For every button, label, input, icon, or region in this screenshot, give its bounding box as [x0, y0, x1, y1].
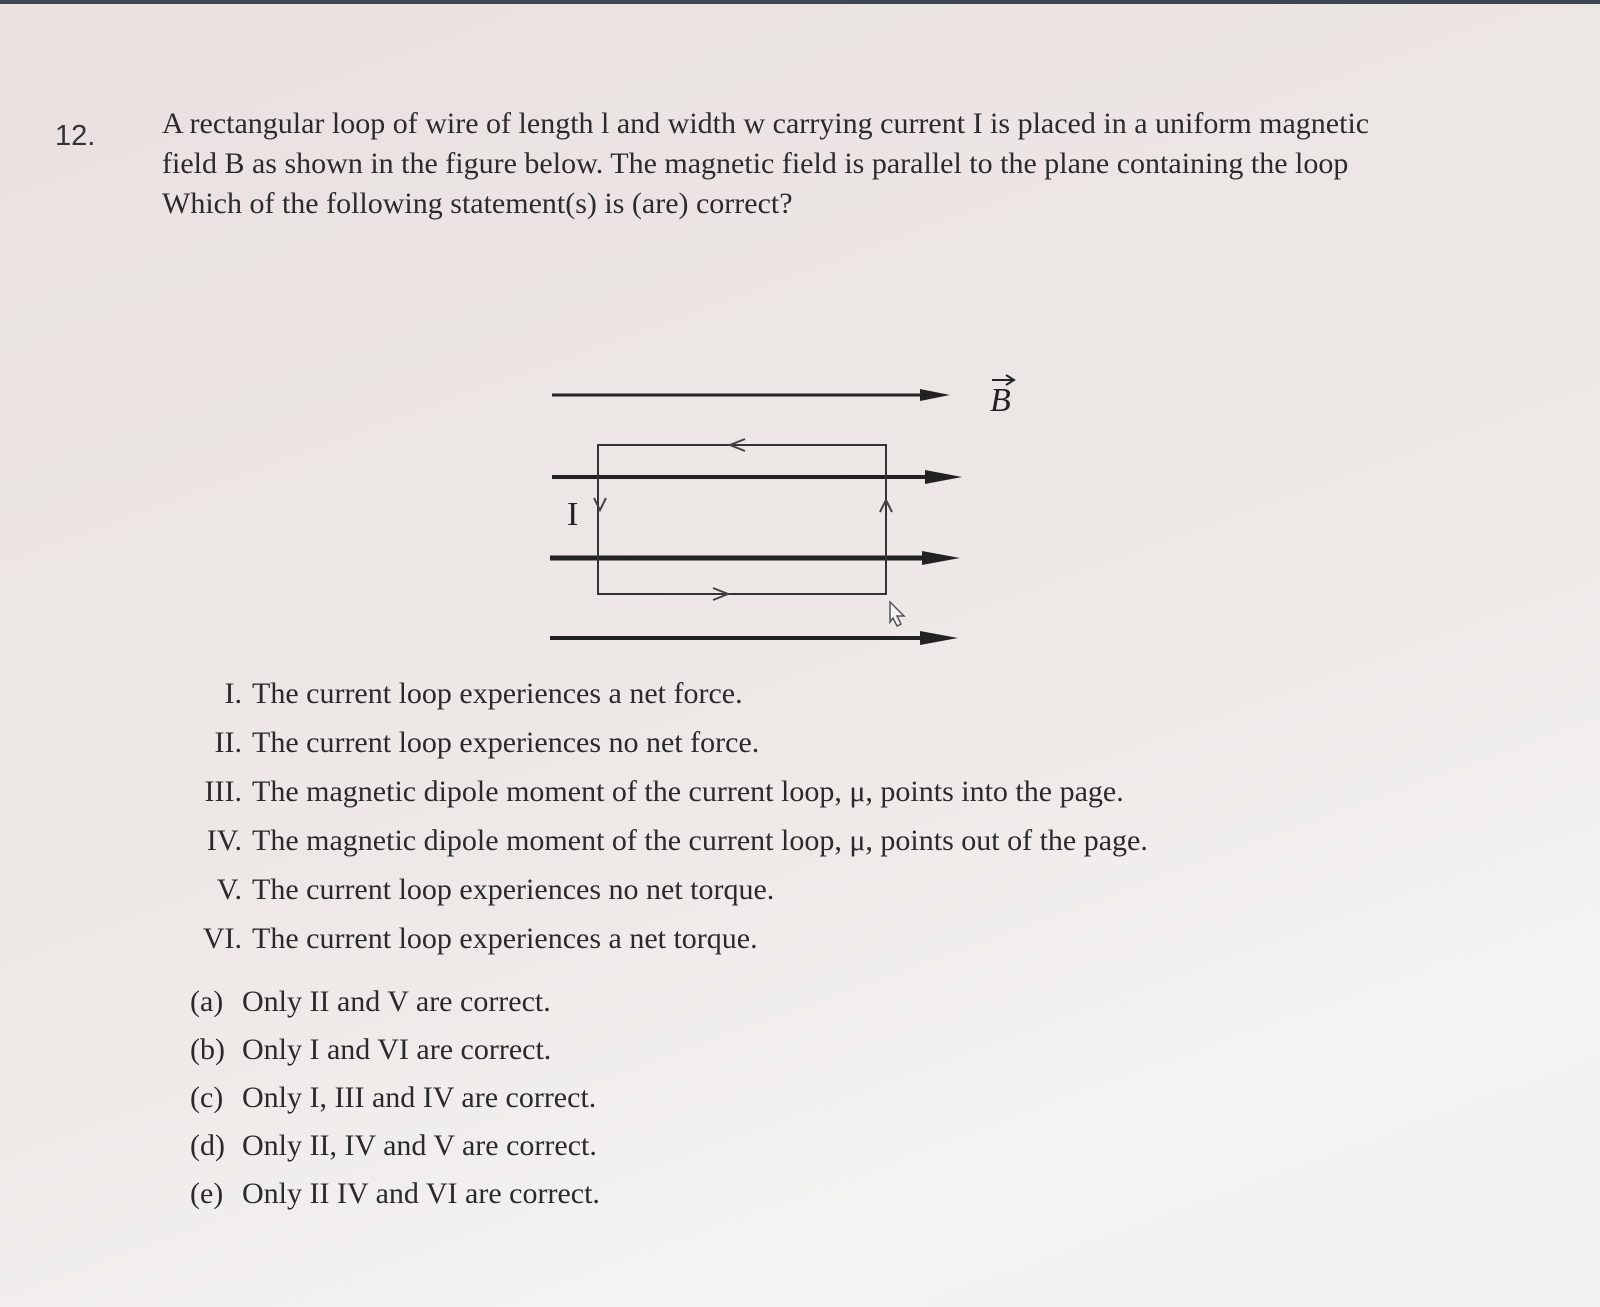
current-arrow-left	[594, 498, 606, 510]
option-label: (d)	[190, 1129, 225, 1162]
option-text: Only I and VI are correct.	[242, 1033, 552, 1066]
stem-line: field B as shown in the figure below. The magnetic field is parallel to the plane containing the loop	[162, 147, 1349, 180]
mouse-cursor-icon	[890, 602, 904, 626]
statement-item	[150, 721, 1350, 770]
statement-item	[150, 868, 1350, 917]
statement-text: The magnetic dipole moment of the current loop, μ, points out of the page.	[252, 824, 1148, 857]
statement-number: IV.	[206, 824, 242, 857]
field-line-3	[550, 551, 960, 565]
statement-number: V.	[216, 873, 242, 906]
field-label: B	[990, 382, 1011, 419]
current-loop	[598, 445, 886, 594]
statement-number: I.	[224, 677, 242, 710]
top-edge-bar	[0, 0, 1600, 4]
option-label: (e)	[190, 1177, 224, 1210]
statement-number: III.	[204, 775, 242, 808]
statement-text: The current loop experiences no net torque.	[252, 873, 775, 906]
option-text: Only II IV and VI are correct.	[242, 1177, 600, 1210]
answer-option-a[interactable]	[190, 980, 990, 1028]
stem-line: A rectangular loop of wire of length l and width w carrying current I is placed in a uniform magnetic	[162, 107, 1370, 140]
field-line-4	[550, 631, 958, 645]
statement-text: The current loop experiences a net torque.	[252, 922, 758, 955]
question-number: 12.	[55, 120, 96, 152]
statement-list	[150, 672, 1350, 966]
field-line-1	[552, 389, 950, 401]
answer-option-c[interactable]	[190, 1076, 990, 1124]
option-label: (c)	[190, 1081, 224, 1114]
statement-item	[150, 819, 1350, 868]
statement-text: The current loop experiences no net force.	[252, 726, 760, 759]
current-label: I	[567, 496, 579, 533]
statement-item	[150, 672, 1350, 721]
statement-number: VI.	[202, 922, 242, 955]
field-line-2	[552, 470, 962, 484]
statement-item	[150, 917, 1350, 966]
figure-svg	[540, 370, 1040, 650]
statement-item	[150, 770, 1350, 819]
answer-option-d[interactable]	[190, 1124, 990, 1172]
stem-line: Which of the following statement(s) is (are) correct?	[162, 187, 793, 220]
option-text: Only II, IV and V are correct.	[242, 1129, 597, 1162]
statement-number: II.	[214, 726, 242, 759]
question-stem	[162, 104, 1582, 224]
answer-option-e[interactable]	[190, 1172, 990, 1220]
statement-text: The magnetic dipole moment of the current loop, μ, points into the page.	[252, 775, 1124, 808]
option-label: (b)	[190, 1033, 225, 1066]
statement-text: The current loop experiences a net force.	[252, 677, 743, 710]
answer-option-b[interactable]	[190, 1028, 990, 1076]
option-text: Only I, III and IV are correct.	[242, 1081, 597, 1114]
loop-field-figure	[540, 370, 1040, 650]
option-label: (a)	[190, 985, 224, 1018]
option-text: Only II and V are correct.	[242, 985, 551, 1018]
answer-options	[190, 980, 990, 1220]
